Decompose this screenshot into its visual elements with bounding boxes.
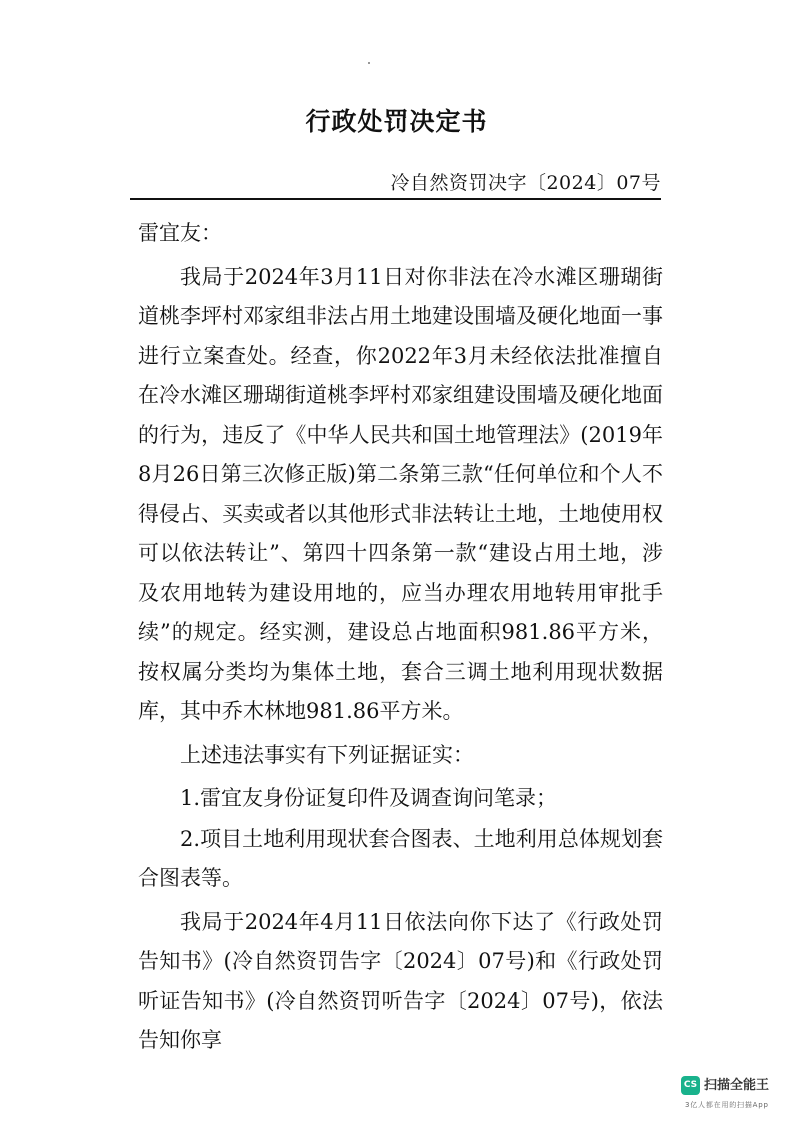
scanner-watermark [681,1076,791,1116]
salutation: 雷宜友： [138,221,222,245]
document-body [138,214,663,1065]
camscanner-logo-icon: CS [681,1076,700,1095]
paragraph-facts: 我局于2024年3月11日对你非法在冷水滩区珊瑚街道桃李坪村邓家组非法占用土地建设围墙及硬化地面一事进行立案查处。经查，你2022年3月未经依法批准擅自在冷水滩区珊瑚街道桃李坪村邓家组建设围墙及硬化地面的行为，违反了《中华人民共和国土地管理法》(2019年8月26日第三次修正版)第二条第三款“任何单位和个人不得侵占、买卖或者以其他形式非法转让土地，土地使用权可以依法转让”、第四十四条第一款“建设占用土地，涉及农用地转为建设用地的，应当办理农用地转用审批手续”的规定。经实测，建设总占地面积981.86平方米，按权属分类均为集体土地，套合三调土地利用现状数据库，其中乔木林地981.86平方米。 [138,264,663,723]
evidence-item-1: 1.雷宜友身份证复印件及调查询问笔录； [180,786,558,810]
document-title: 行政处罚决定书 [305,107,488,136]
header-rule [130,198,661,200]
watermark-slogan: 3亿人都在用的扫描App [685,1101,769,1109]
paragraph-evidence-intro: 上述违法事实有下列证据证实： [180,742,474,767]
scan-speck [368,62,370,64]
evidence-item-2: 2.项目土地利用现状套合图表、土地利用总体规划套合图表等。 [138,826,663,890]
paragraph-notification: 我局于2024年4月11日依法向你下达了《行政处罚告知书》(冷自然资罚告字〔2024〕07号)和《行政处罚听证告知书》(冷自然资罚听告字〔2024〕07号)，依法告知你享 [138,909,663,1052]
document-number: 冷自然资罚决字〔2024〕07号 [390,172,661,194]
watermark-app-name: 扫描全能王 [704,1078,770,1093]
